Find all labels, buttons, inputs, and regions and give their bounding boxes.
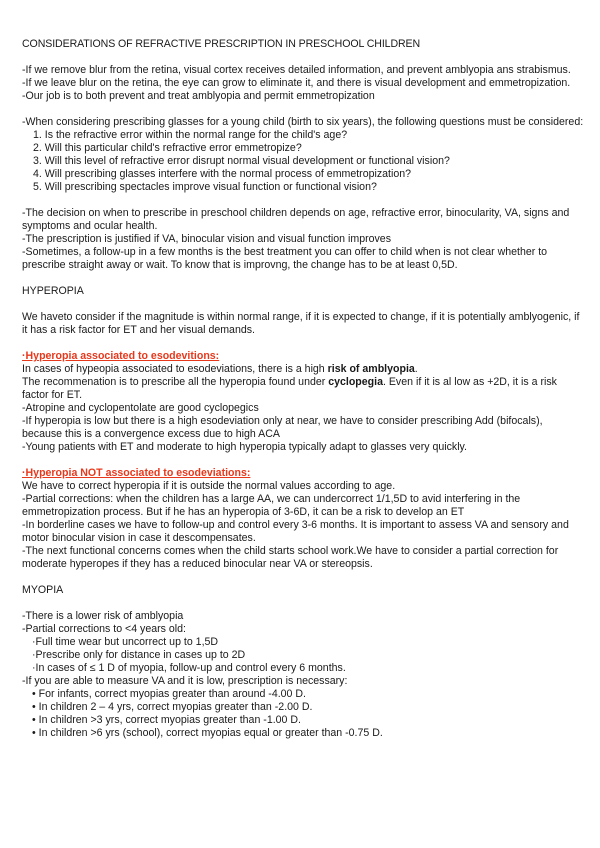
- cyclopegia-emphasis: cyclopegia: [328, 376, 383, 388]
- intro-line: -Our job is to both prevent and treat amblyopia and permit emmetropization: [22, 90, 375, 102]
- intro-section: [22, 64, 584, 103]
- hyperopia-eso-line: In cases of hypeopia associated to esodeviations, there is a high risk of amblyopia.: [22, 363, 418, 375]
- hyperopia-eso-section: [22, 350, 584, 454]
- hyperopia-noneso-line: -Partial corrections: when the children has a large AA, we can undercorrect 1/1,5D to avid interfering in the emmetropization process. But if he has an hyperopia of 3-6D, it can be a risk to develop an ET: [22, 493, 521, 518]
- document-page: [22, 38, 584, 740]
- hyperopia-eso-line: -Young patients with ET and moderate to high hyperopia typically adapt to glasses very quickly.: [22, 441, 467, 453]
- decision-section: [22, 207, 584, 272]
- myopia-partial-item: ·In cases of ≤ 1 D of myopia, follow-up and control every 6 months.: [32, 662, 346, 674]
- question-item: 5. Will prescribing spectacles improve visual function or functional vision?: [33, 181, 377, 193]
- risk-of-amblyopia-emphasis: risk of amblyopia: [327, 363, 415, 375]
- hyperopia-eso-heading: ·Hyperopia associated to esodevitions:: [22, 350, 220, 362]
- hyperopia-eso-line: The recommenation is to prescribe all the hyperopia found under cyclopegia. Even if it is al low as +2D, it is a risk factor for ET.: [22, 376, 557, 401]
- decision-line: -The decision on when to prescribe in preschool children depends on age, refractive error, binocularity, VA, signs and symptoms and ocular health.: [22, 207, 570, 232]
- hyperopia-eso-line: -Atropine and cyclopentolate are good cyclopegics: [22, 402, 259, 414]
- myopia-partial-item: ·Prescribe only for distance in cases up to 2D: [32, 649, 246, 661]
- hyperopia-intro: We haveto consider if the magnitude is within normal range, if it is expected to change, if it is potentially amblyogenic, if it has a risk factor for ET and her visual demands.: [22, 311, 580, 336]
- questions-list: [22, 129, 584, 194]
- hyperopia-heading: HYPEROPIA: [22, 285, 84, 297]
- myopia-partial-item: ·Full time wear but uncorrect up to 1,5D: [32, 636, 219, 648]
- questions-section: [22, 116, 584, 194]
- intro-line: -If we remove blur from the retina, visual cortex receives detailed information, and prevent amblyopia ans strabismus.: [22, 64, 571, 76]
- myopia-va-line: -If you are able to measure VA and it is low, prescription is necessary:: [22, 675, 348, 687]
- decision-line: -The prescription is justified if VA, binocular vision and visual function improves: [22, 233, 391, 245]
- myopia-line: -There is a lower risk of amblyopia: [22, 610, 184, 622]
- myopia-bullet-list: [22, 688, 584, 740]
- questions-intro: -When considering prescribing glasses for a young child (birth to six years), the following questions must be considered:: [22, 116, 584, 128]
- decision-line: -Sometimes, a follow-up in a few months is the best treatment you can offer to child when is not clear whether to prescribe straight away or wait. To know that is improvng, the change has to be at least 0,5D.: [22, 246, 548, 271]
- myopia-heading: MYOPIA: [22, 584, 64, 596]
- question-item: 3. Will this level of refractive error disrupt normal visual development or functional vision?: [33, 155, 450, 167]
- myopia-line: -Partial corrections to <4 years old:: [22, 623, 186, 635]
- hyperopia-noneso-line: -The next functional concerns comes when the child starts school work.We have to consider a partial correction for moderate hyperopes if they has a reduced binocular near VA or stereopsis.: [22, 545, 559, 570]
- question-item: 4. Will prescribing glasses interfere with the normal process of emmetropization?: [33, 168, 412, 180]
- hyperopia-eso-line: -If hyperopia is low but there is a high esodeviation only at near, we have to consider prescribing Add (bifocals), because this is a convergence excess due to high ACA: [22, 415, 543, 440]
- myopia-bullet-item: • In children 2 – 4 yrs, correct myopias greater than -2.00 D.: [32, 701, 584, 714]
- question-item: 1. Is the refractive error within the normal range for the child's age?: [33, 129, 348, 141]
- hyperopia-noneso-section: [22, 467, 584, 571]
- intro-line: -If we leave blur on the retina, the eye can grow to eliminate it, and there is visual development and emmetropization.: [22, 77, 571, 89]
- myopia-bullet-item: • For infants, correct myopias greater than around -4.00 D.: [32, 688, 584, 701]
- hyperopia-noneso-heading: ·Hyperopia NOT associated to esodeviations:: [22, 467, 251, 479]
- myopia-section: [22, 610, 584, 740]
- myopia-bullet-item: • In children >3 yrs, correct myopias greater than -1.00 D.: [32, 714, 584, 727]
- hyperopia-noneso-line: -In borderline cases we have to follow-up and control every 3-6 months. It is important to assess VA and sensory and motor binocular vision in case it descompensates.: [22, 519, 569, 544]
- document-title: CONSIDERATIONS OF REFRACTIVE PRESCRIPTION IN PRESCHOOL CHILDREN: [22, 38, 421, 50]
- hyperopia-noneso-line: We have to correct hyperopia if it is outside the normal values according to age.: [22, 480, 396, 492]
- myopia-bullet-item: • In children >6 yrs (school), correct myopias equal or greater than -0.75 D.: [32, 727, 584, 740]
- question-item: 2. Will this particular child's refractive error emmetropize?: [33, 142, 302, 154]
